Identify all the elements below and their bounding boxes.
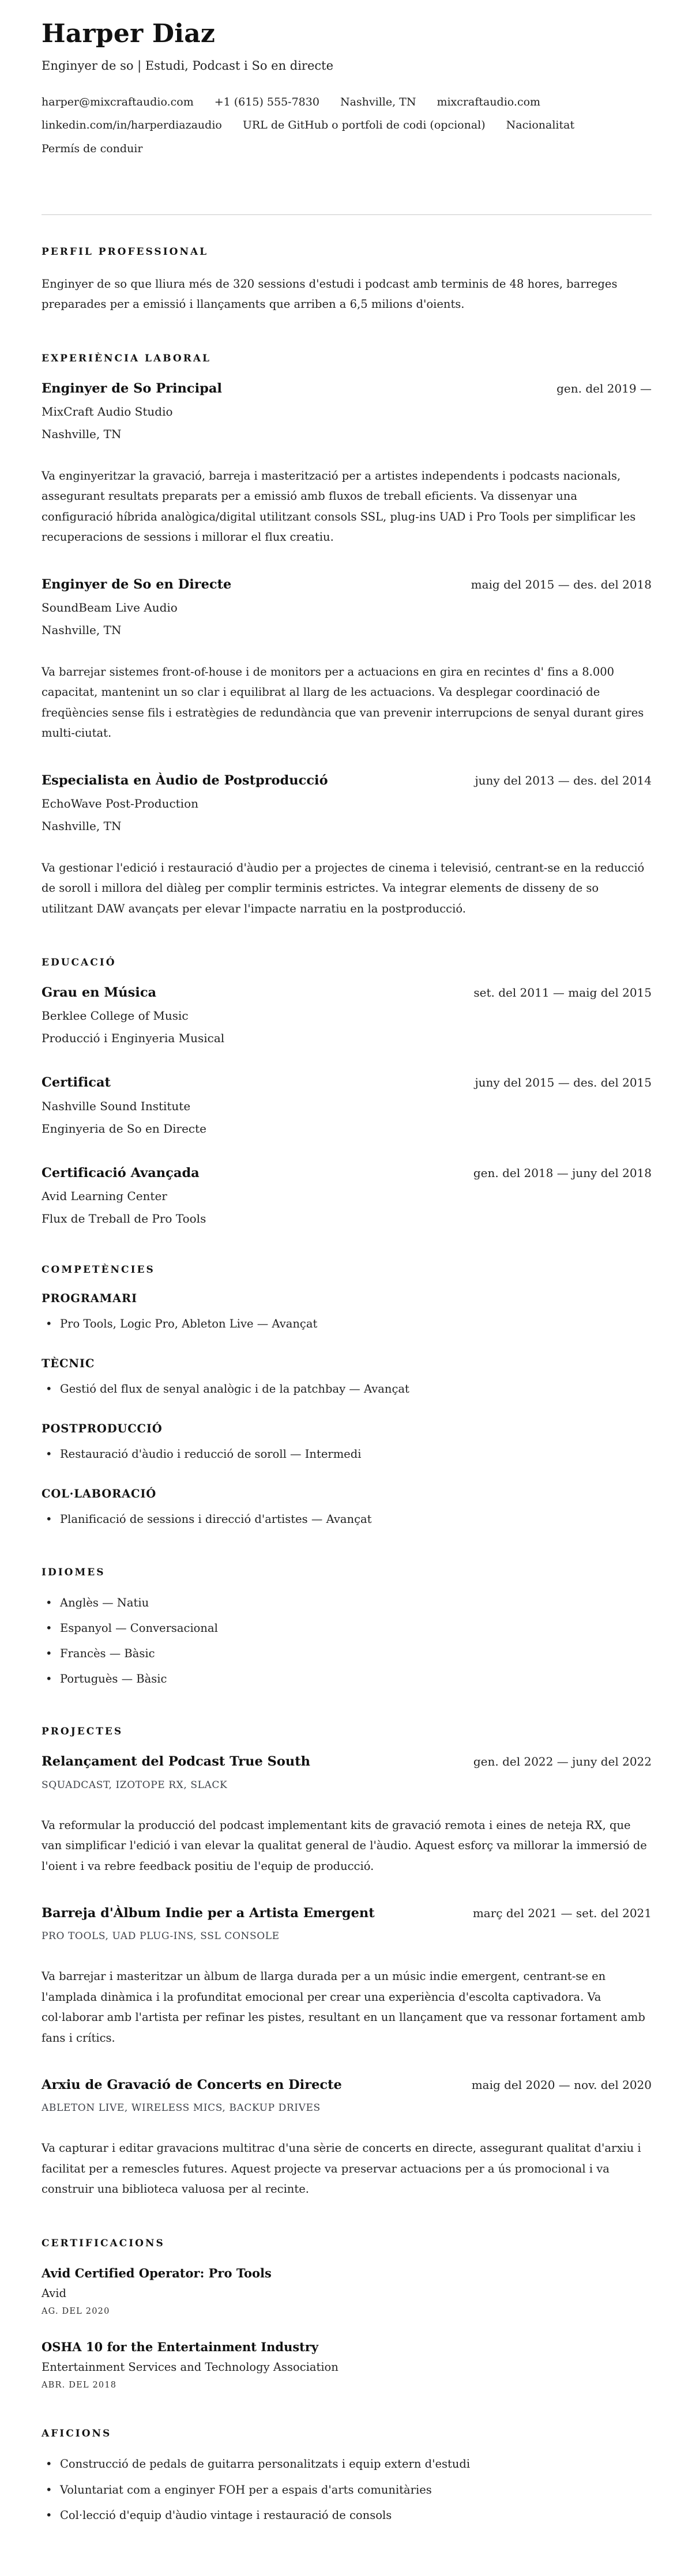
job-company: EchoWave Post-Production [42, 796, 199, 810]
education-entry [42, 1074, 652, 1136]
skill-list [42, 1511, 652, 1528]
education-degree: Certificació Avançada [42, 1165, 200, 1180]
education-dates: set. del 2011 — maig del 2015 [473, 986, 652, 1000]
skills-section-title: COMPETÈNCIES [42, 1264, 155, 1276]
job-description: Va gestionar l'edició i restauració d'àudio per a projectes de cinema i televisió, centrant-se en la reducció de soroll i millora del diàleg per complir terminis estrictes. Va integrar elements de disseny de so utilitzant DAW avançats per elevar l'impacte narratiu en la postproducció. [42, 861, 645, 915]
skill-list [42, 1315, 652, 1333]
projects-section-title: PROJECTES [42, 1726, 123, 1738]
project-description: Va barrejar i masteritzar un àlbum de llarga durada per a un músic indie emergent, centrant-se en l'amplada dinàmica i la profunditat emocional per crear una experiència d'escolta captivadora. Va col·laborar amb l'artista per refinar les pistes, resultant en un llançament que va ressonar fortament amb fans i crítics. [42, 1970, 645, 2045]
skill-group-label: TÈCNIC [42, 1356, 95, 1370]
job-location: Nashville, TN [42, 427, 122, 441]
skill-item: • Restauració d'àudio i reducció de soroll — Intermedi [42, 1446, 652, 1463]
job-entry [42, 576, 652, 744]
certifications-section-title: CERTIFICACIONS [42, 2237, 165, 2249]
hobby-item: • Col·lecció d'equip d'àudio vintage i restauració de consols [42, 2507, 652, 2524]
contact-linkedin: linkedin.com/in/harperdiazaudio [42, 119, 222, 132]
section-certifications [42, 2238, 652, 2390]
language-list [42, 1594, 652, 1688]
job-description: Va barrejar sistemes front-of-house i de monitors per a actuacions en gira en recintes d' fins a 8.000 capacitat, mantenint un so clar i equilibrat al llarg de les actuacions. Va desplegar coordinació de freqüències sense fils i estratègies de redundància que van prevenir interrupcions de senyal durant gires multi-ciutat. [42, 665, 644, 740]
person-name: Harper Diaz [42, 19, 216, 48]
job-description: Va enginyeritzar la gravació, barreja i masterització per a artistes independents i podcasts nacionals, assegurant resultats preparats per a emissió amb fluxos de treball eficients. Va dissenyar una configuració híbrida analògica/digital utilitzant consols SSL, plug-ins UAD i Pro Tools per simplificar les recuperacions de sessions i millorar el flux creatiu. [42, 469, 636, 544]
project-dates: maig del 2020 — nov. del 2020 [471, 2078, 652, 2092]
skill-item: • Planificació de sessions i direcció d'artistes — Avançat [42, 1511, 652, 1528]
skill-list [42, 1381, 652, 1398]
education-degree: Certificat [42, 1075, 111, 1091]
section-profile [42, 246, 652, 315]
hobbies-section-title: AFICIONS [42, 2428, 112, 2440]
project-entry [42, 1905, 652, 2048]
education-field: Producció i Enginyeria Musical [42, 1031, 225, 1046]
education-section-title: EDUCACIÓ [42, 957, 116, 969]
certification-entry [42, 2339, 652, 2390]
section-hobbies [42, 2428, 652, 2524]
contact-nationality-placeholder: Nacionalitat [506, 119, 575, 132]
project-entry [42, 1753, 652, 1876]
skill-list [42, 1446, 652, 1463]
resume-header [42, 20, 652, 157]
tagline: Enginyer de so | Estudi, Podcast i So en directe [42, 58, 334, 73]
header-divider [42, 214, 652, 215]
certification-issuer: Avid [42, 2286, 67, 2300]
skill-group-label: COL·LABORACIÓ [42, 1487, 157, 1501]
skill-group-label: POSTPRODUCCIÓ [42, 1422, 163, 1436]
job-dates: maig del 2015 — des. del 2018 [471, 577, 652, 591]
education-dates: gen. del 2018 — juny del 2018 [473, 1166, 652, 1180]
profile-text: Enginyer de so que lliura més de 320 sessions d'estudi i podcast amb terminis de 48 hores, barreges preparades per a emissió i llançaments que arriben a 6,5 milions d'oients. [42, 277, 618, 311]
project-header [42, 2077, 652, 2093]
experience-section-title: EXPERIÈNCIA LABORAL [42, 352, 211, 364]
certification-date: AG. DEL 2020 [42, 2306, 110, 2316]
contact-driving-license: Permís de conduir [42, 142, 143, 156]
job-entry [42, 380, 652, 548]
contact-location: Nashville, TN [340, 95, 416, 108]
education-entry [42, 985, 652, 1046]
skill-item: • Gestió del flux de senyal analògic i de la patchbay — Avançat [42, 1381, 652, 1398]
hobby-list [42, 2456, 652, 2524]
education-entry [42, 1165, 652, 1226]
project-name: Barreja d'Àlbum Indie per a Artista Emergent [42, 1906, 375, 1921]
project-dates: març del 2021 — set. del 2021 [472, 1906, 652, 1921]
section-languages [42, 1567, 652, 1688]
education-header [42, 985, 652, 1001]
education-field: Flux de Treball de Pro Tools [42, 1211, 206, 1225]
contact-row-2 [42, 118, 652, 133]
language-item: • Anglès — Natiu [42, 1594, 652, 1612]
skill-item: • Pro Tools, Logic Pro, Ableton Live — Avançat [42, 1315, 652, 1333]
project-name: Relançament del Podcast True South [42, 1754, 310, 1770]
section-experience [42, 353, 652, 919]
job-dates: gen. del 2019 — [556, 381, 652, 395]
contact-row-3 [42, 141, 652, 157]
job-location: Nashville, TN [42, 623, 122, 637]
job-title: Enginyer de So en Directe [42, 576, 232, 592]
certification-date: ABR. DEL 2018 [42, 2381, 117, 2390]
project-name: Arxiu de Gravació de Concerts en Directe [42, 2077, 342, 2093]
certification-name: Avid Certified Operator: Pro Tools [42, 2265, 272, 2280]
hobby-item: • Construcció de pedals de guitarra personalitzats i equip extern d'estudi [42, 2456, 652, 2473]
section-skills [42, 1264, 652, 1529]
job-dates: juny del 2013 — des. del 2014 [475, 773, 652, 787]
project-entry [42, 2077, 652, 2200]
contact-email: harper@mixcraftaudio.com [42, 95, 194, 108]
job-header [42, 576, 652, 593]
education-school: Berklee College of Music [42, 1009, 189, 1023]
contact-row-1 [42, 95, 652, 110]
profile-section-title: PERFIL PROFESSIONAL [42, 246, 209, 258]
project-header [42, 1753, 652, 1770]
job-header [42, 380, 652, 397]
job-title: Enginyer de So Principal [42, 380, 222, 396]
certification-name: OSHA 10 for the Entertainment Industry [42, 2339, 319, 2354]
contact-github-placeholder: URL de GitHub o portfoli de codi (opcional) [242, 119, 486, 132]
job-entry [42, 772, 652, 919]
languages-section-title: IDIOMES [42, 1566, 106, 1578]
project-tags: PRO TOOLS, UAD PLUG-INS, SSL CONSOLE [42, 1930, 280, 1943]
language-item: • Portuguès — Bàsic [42, 1670, 652, 1688]
job-title: Especialista en Àudio de Postproducció [42, 772, 328, 788]
education-degree: Grau en Música [42, 985, 157, 1001]
job-header [42, 772, 652, 789]
education-header [42, 1074, 652, 1091]
hobby-item: • Voluntariat com a enginyer FOH per a espais d'arts comunitàries [42, 2481, 652, 2499]
contact-website: mixcraftaudio.com [437, 95, 541, 108]
project-dates: gen. del 2022 — juny del 2022 [473, 1755, 652, 1769]
education-dates: juny del 2015 — des. del 2015 [475, 1076, 652, 1090]
language-item: • Espanyol — Conversacional [42, 1620, 652, 1637]
section-education [42, 957, 652, 1225]
education-header [42, 1165, 652, 1181]
language-item: • Francès — Bàsic [42, 1645, 652, 1662]
education-school: Avid Learning Center [42, 1189, 167, 1203]
job-company: SoundBeam Live Audio [42, 600, 178, 614]
contact-phone: +1 (615) 555-7830 [214, 95, 319, 108]
certification-entry [42, 2265, 652, 2316]
skill-group-label: PROGRAMARI [42, 1291, 137, 1305]
section-projects [42, 1726, 652, 2199]
education-school: Nashville Sound Institute [42, 1099, 191, 1113]
project-description: Va capturar i editar gravacions multitrac d'una sèrie de concerts en directe, assegurant qualitat d'arxiu i facilitat per a remescles futures. Aquest projecte va preservar actuacions per a ús promocional i va construir una biblioteca valuosa per al recinte. [42, 2141, 641, 2196]
job-company: MixCraft Audio Studio [42, 404, 173, 418]
education-field: Enginyeria de So en Directe [42, 1121, 207, 1136]
job-location: Nashville, TN [42, 819, 122, 833]
project-header [42, 1905, 652, 1921]
project-tags: SQUADCAST, IZOTOPE RX, SLACK [42, 1779, 228, 1791]
project-description: Va reformular la producció del podcast implementant kits de gravació remota i eines de neteja RX, que van simplificar l'edició i van elevar la qualitat general de l'àudio. Aquest esforç va millorar la immersió de l'oient i va rebre feedback positiu de l'equip de producció. [42, 1818, 647, 1873]
certification-issuer: Entertainment Services and Technology Association [42, 2360, 339, 2374]
project-tags: ABLETON LIVE, WIRELESS MICS, BACKUP DRIVES [42, 2102, 321, 2114]
